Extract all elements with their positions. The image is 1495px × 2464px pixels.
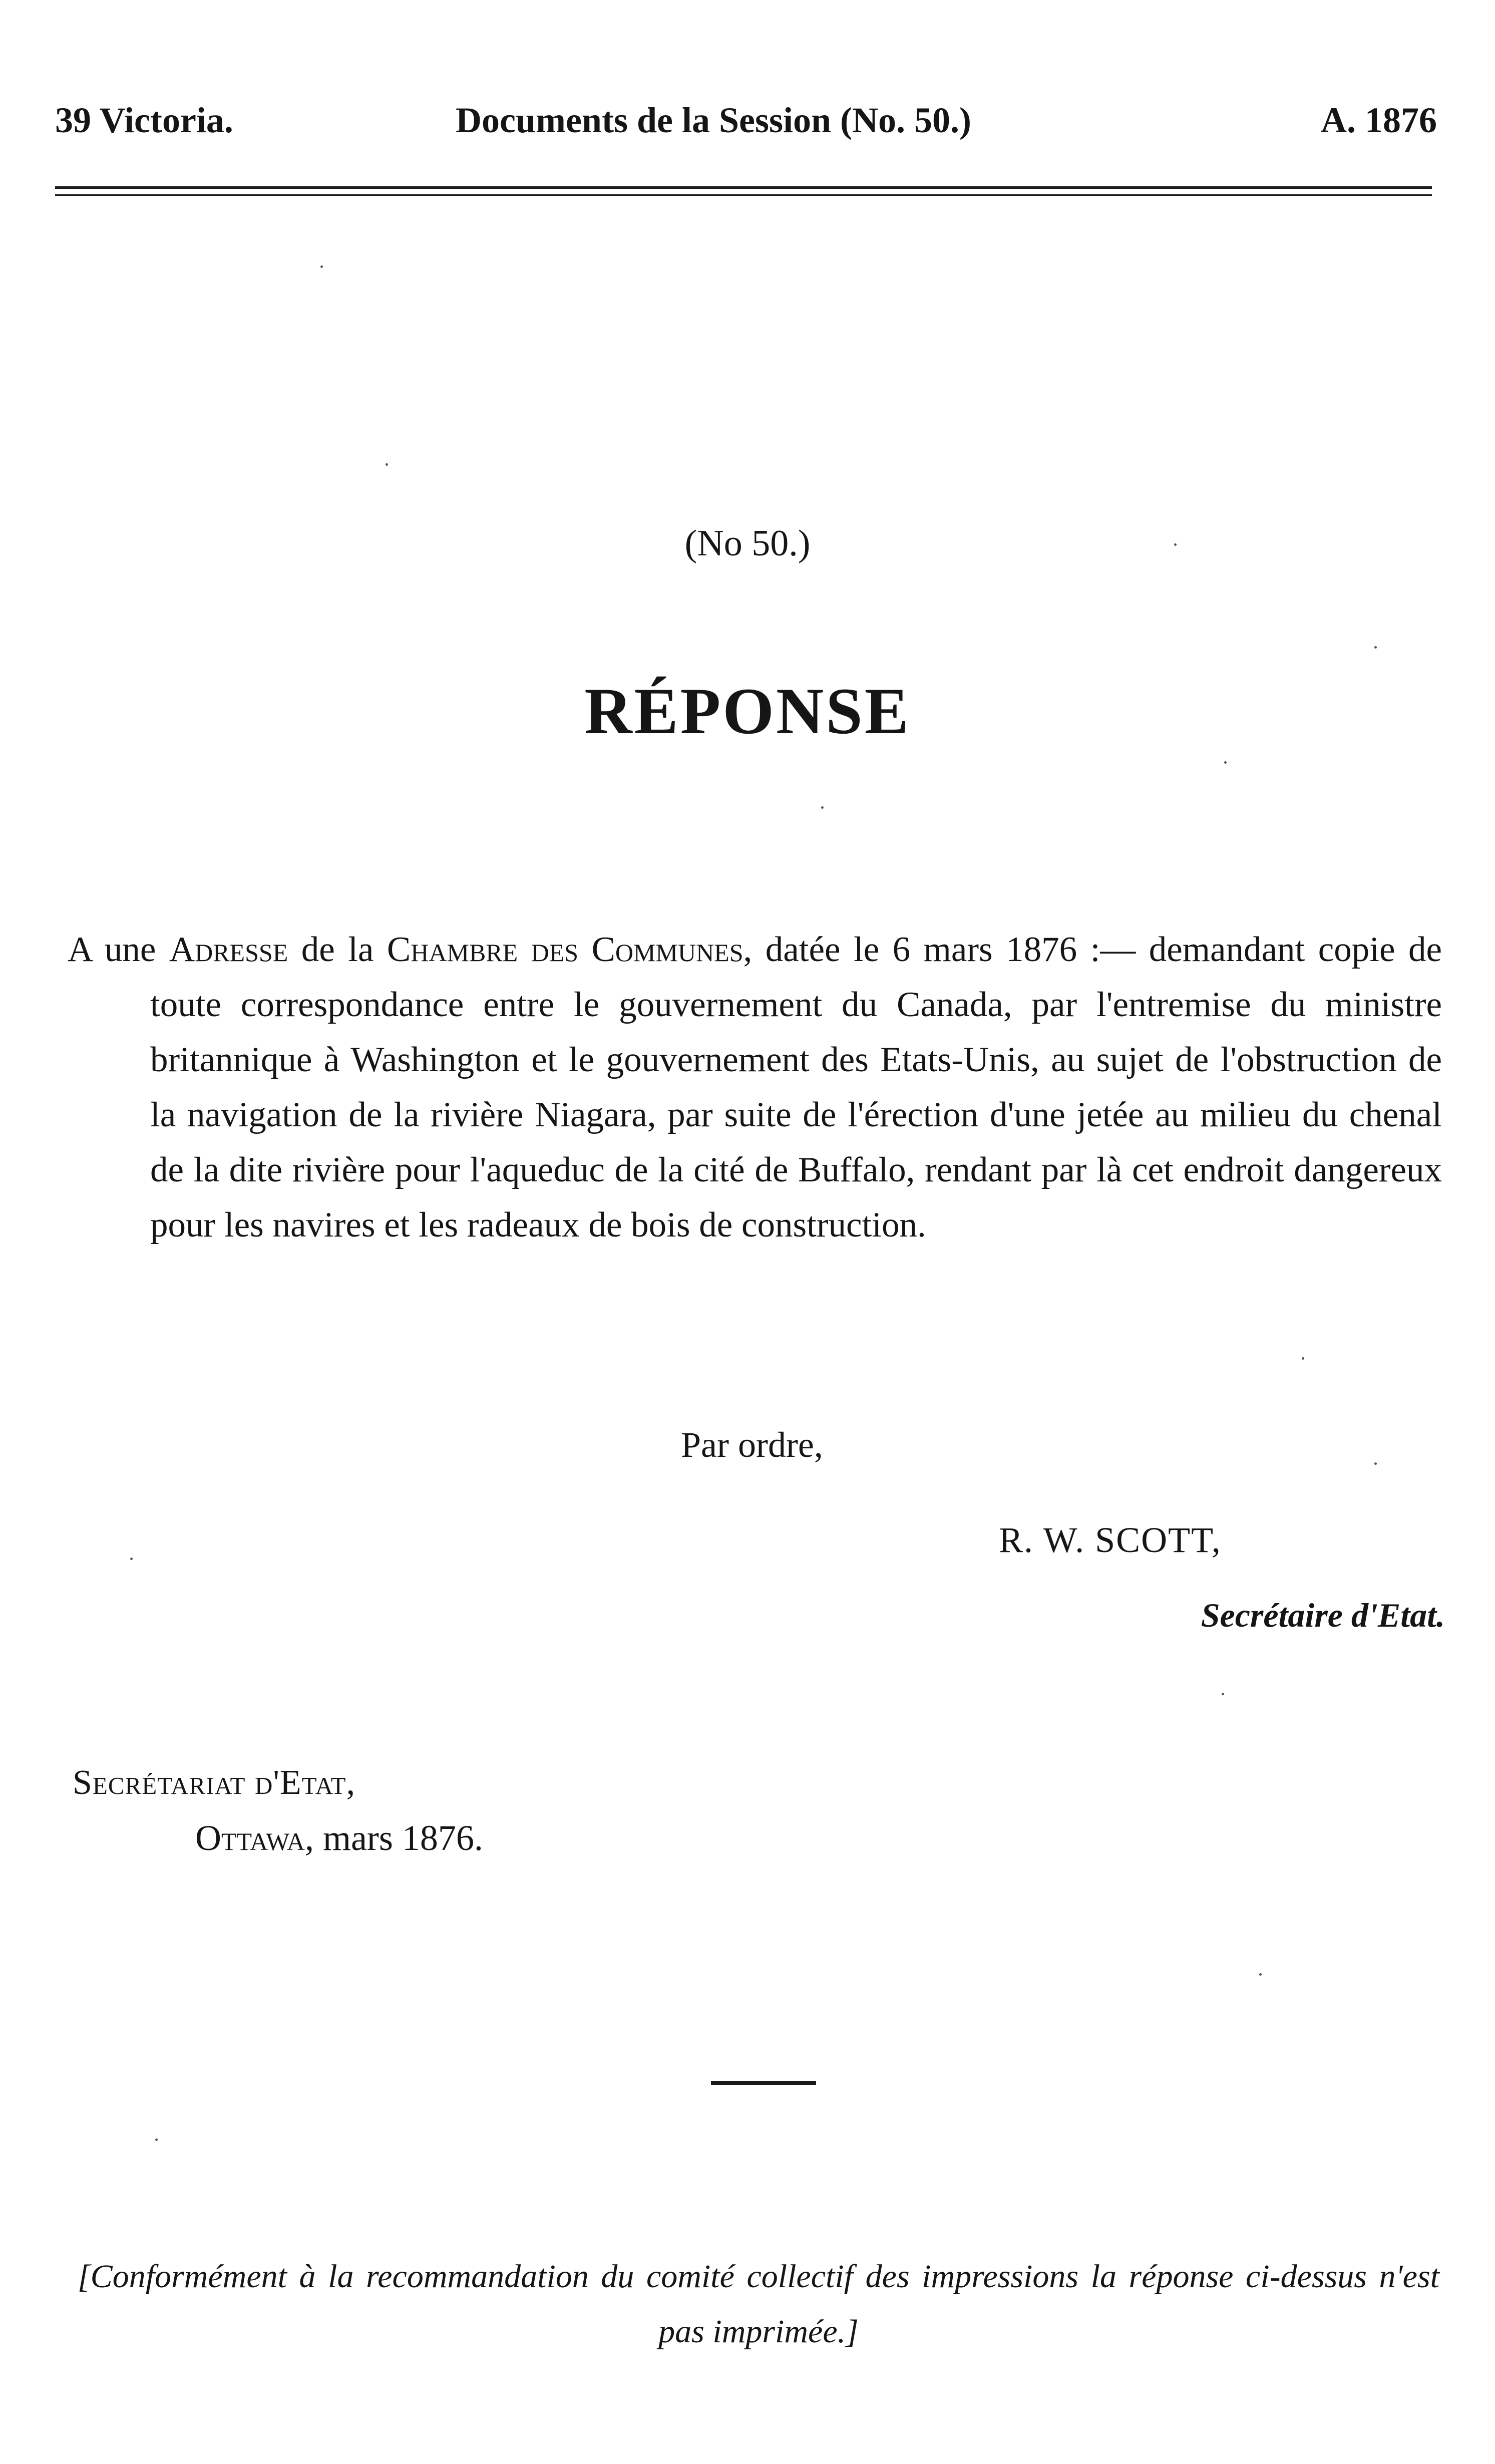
place-date-text: , mars 1876. bbox=[304, 1818, 483, 1858]
signatory-title: Secrétaire d'Etat. bbox=[1201, 1596, 1445, 1634]
address-des: des bbox=[518, 930, 592, 969]
address-chambre: Chambre bbox=[387, 930, 518, 969]
scan-speck bbox=[1259, 1973, 1262, 1976]
office-name: Secrétariat d'Etat, bbox=[73, 1763, 356, 1802]
scan-speck bbox=[386, 463, 388, 466]
header-regnal-year: 39 Victoria. bbox=[55, 100, 233, 140]
header-session-documents: Documents de la Session (No. 50.) bbox=[456, 100, 972, 140]
header-rule-thick bbox=[55, 186, 1432, 189]
separator-rule bbox=[711, 2081, 816, 2085]
par-ordre: Par ordre, bbox=[681, 1425, 823, 1465]
address-lead: A une bbox=[68, 930, 169, 969]
document-number: (No 50.) bbox=[684, 523, 811, 564]
address-body: , datée le 6 mars 1876 :— demandant copie de toute correspondance entre le gouvernement du Canada, par l'entremise du ministre britannique à Washington et le gouvernement des Etats-Unis, au sujet de l'obstruction de la navigation de la rivière Niagara, par suite de l'érection d'une jetée au milieu du chenal de la dite rivière pour l'aqueduc de la cité de Buffalo, rendant par là cet endroit dangereux pour les navires et les radeaux de bois de construction. bbox=[150, 930, 1442, 1245]
scan-speck bbox=[1302, 1357, 1304, 1360]
place-date bbox=[195, 1815, 483, 1861]
scan-speck bbox=[155, 2138, 158, 2141]
scan-speck bbox=[1374, 646, 1377, 649]
signatory-name: R. W. SCOTT, bbox=[999, 1520, 1222, 1560]
scan-speck bbox=[1174, 543, 1177, 546]
header-rule-thin bbox=[55, 194, 1432, 196]
scan-speck bbox=[821, 806, 824, 809]
address-adresse: Adresse bbox=[169, 930, 288, 969]
scan-speck bbox=[130, 1558, 133, 1560]
address-communes: Communes bbox=[591, 930, 743, 969]
footnote: [Conformément à la recommandation du comité collectif des impressions la réponse ci-dessus n'est pas imprimée.] bbox=[78, 2258, 1439, 2350]
address-de-la: de la bbox=[288, 930, 387, 969]
document-title: RÉPONSE bbox=[584, 674, 911, 748]
scan-speck bbox=[1222, 1693, 1224, 1695]
address-paragraph bbox=[68, 922, 1442, 1253]
scan-speck bbox=[320, 265, 323, 268]
running-header bbox=[55, 98, 1437, 143]
scan-speck bbox=[1224, 761, 1227, 764]
place-city: Ottawa bbox=[195, 1818, 305, 1858]
scan-speck bbox=[1374, 1462, 1377, 1465]
header-year: A. 1876 bbox=[1321, 100, 1437, 140]
